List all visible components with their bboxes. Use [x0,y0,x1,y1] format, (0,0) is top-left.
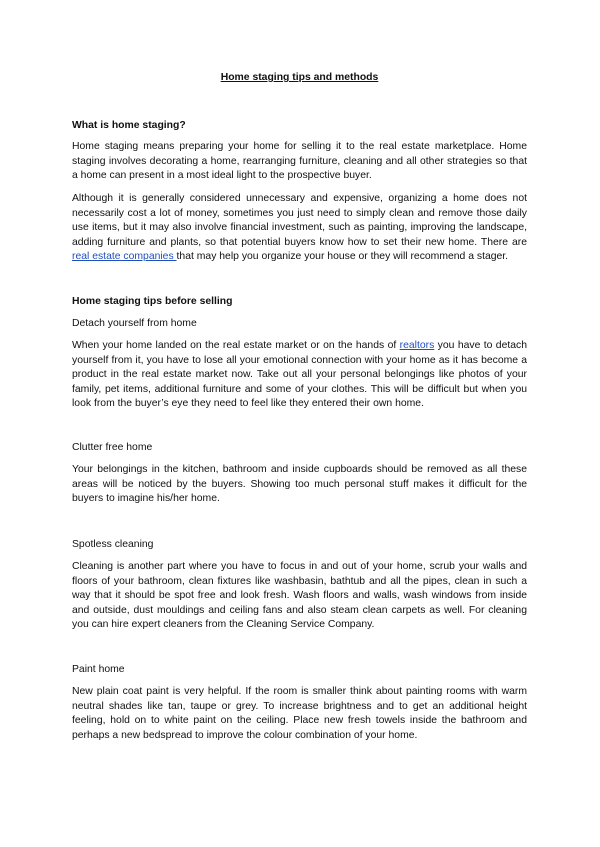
paragraph-spotless-cleaning: Cleaning is another part where you have to focus in and out of your home, scrub your walls and floors of your bathroom, clean fixtures like washbasin, bathtub and all the pipes, clean in such a way that it should be spot free and look fresh. Wash floors and walls, wash windows from inside and outside, dust mouldings and ceiling fans and also steam clean carpets as well. For cleaning you can hire expert cleaners from the Cleaning Service Company. [72,561,527,631]
paragraph-cost-text-1: Although it is generally considered unnecessary and expensive, organizing a home does not necessarily cost a lot of money, sometimes you just need to simply clean and remove those daily use items, but it may also involve financial investment, such as painting, improving the landscape, adding furniture and plants, so that potential buyers know how to set their new home. There are [72,193,527,248]
subheading-paint-home: Paint home [72,664,125,675]
subheading-detach: Detach yourself from home [72,318,197,329]
paragraph-detach-text-2: you have to detach yourself from it, you have to lose all your emotional connection with your home as it has become a product in the real estate market now. Take out all your personal belongings like photos of your family, pet items, additional furniture and some of your clothes. This will be difficult but when you look from the buyer’s eye they need to feel like they entered their own home. [72,340,527,410]
real-estate-companies-link[interactable]: real estate companies [72,251,177,263]
subheading-spotless-cleaning: Spotless cleaning [72,539,154,550]
document-title: Home staging tips and methods [220,72,379,83]
paragraph-detach [72,339,527,412]
paragraph-intro: Home staging means preparing your home for selling it to the real estate marketplace. Home staging involves decorating a home, rearranging furniture, cleaning and all other strategies so that a home can present in a most ideal light to the prospective buyer. [72,141,527,182]
realtors-link[interactable]: realtors [399,340,435,351]
heading-tips-before-selling: Home staging tips before selling [72,296,233,307]
paragraph-detach-text-1: When your home landed on the real estate market or on the hands of [72,340,400,351]
paragraph-clutter-free: Your belongings in the kitchen, bathroom and inside cupboards should be removed as all these areas will be noticed by the buyers. Showing too much personal stuff makes it difficult for the buyers to imagine his/her home. [72,464,527,505]
paragraph-cost-text-2: that may help you organize your house or they will recommend a stager. [176,251,509,263]
subheading-clutter-free: Clutter free home [72,442,153,453]
paragraph-cost [72,192,527,265]
paragraph-paint-home: New plain coat paint is very helpful. If the room is smaller think about painting rooms with warm neutral shades like tan, taupe or grey. To increase brightness and to get an additional height feeling, hold on to white paint on the ceiling. Place new fresh towels inside the bathroom and perhaps a new bedspread to improve the colour combination of your home. [72,686,527,741]
heading-what-is-home-staging: What is home staging? [72,120,186,131]
